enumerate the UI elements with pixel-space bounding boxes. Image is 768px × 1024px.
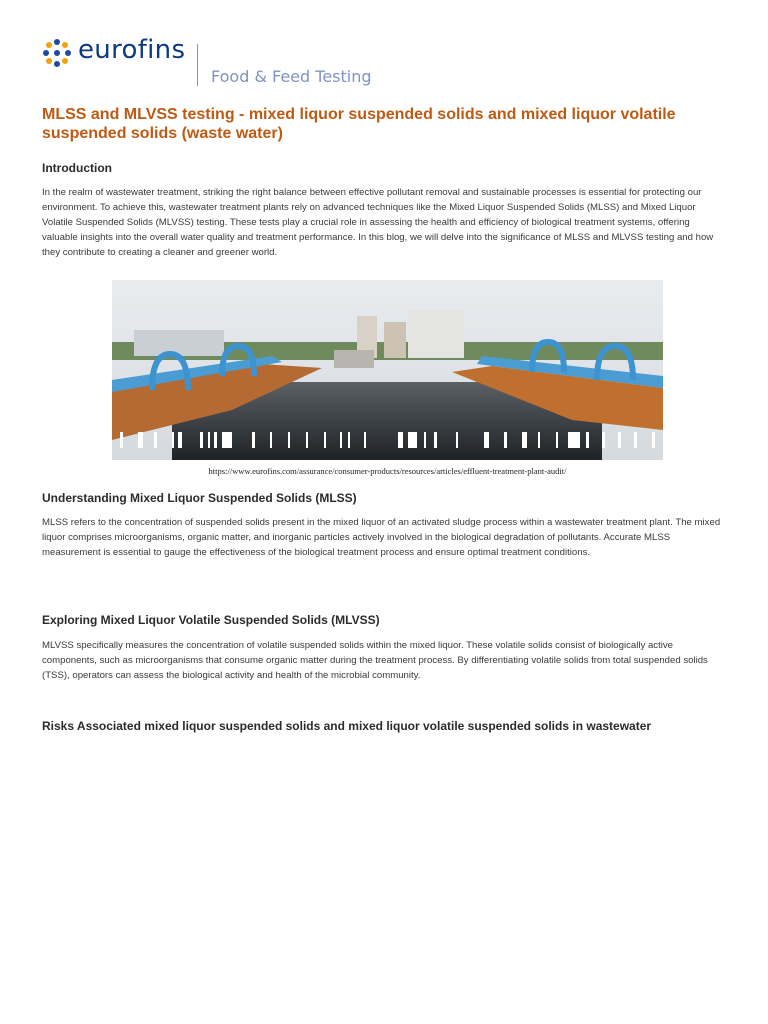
mlvss-paragraph: MLVSS specifically measures the concentration of volatile suspended solids within the mixed liquor. These volatile solids consist of biologically active components, such as microorganisms that consume organic matter during the treatment process. By differentiating volatile solids from total suspended solids (TSS), operators can assess the biological activity and health of the microbial community. [42,640,708,681]
section-heading-mlss: Understanding Mixed Liquor Suspended Solids (MLSS) [42,491,357,505]
header-subtitle: Food & Feed Testing [211,67,372,86]
brand-name: eurofins [78,35,186,65]
header-divider [197,44,198,86]
page-header [0,0,768,100]
section-heading-mlvss: Exploring Mixed Liquor Volatile Suspended Solids (MLVSS) [42,613,380,627]
mlss-paragraph: MLSS refers to the concentration of suspended solids present in the mixed liquor of an activated sludge process within a wastewater treatment plant. The mixed liquor comprises microorganisms, organic matter, and inorganic particles actively involved in the biological degradation of pollutants. Accurate MLSS measurement is essential to gauge the effectiveness of the biological treatment process and ensure optimal treatment conditions. [42,517,721,558]
section-heading-risks: Risks Associated mixed liquor suspended solids and mixed liquor volatile suspended solids in wastewater [42,719,652,733]
figure-caption: https://www.eurofins.com/assurance/consumer-products/resources/articles/effluent-treatment-plant-audit/ [208,466,567,476]
introduction-paragraph: In the realm of wastewater treatment, striking the right balance between effective pollutant removal and sustainable processes is essential for protecting our environment. To achieve this, wastewater treatment plants rely on advanced techniques like the Mixed Liquor Suspended Solids (MLSS) and Mixed Liquor Volatile Suspended Solids (MLVSS) testing. These tests play a crucial role in assessing the health and efficiency of biological treatment systems, offering valuable insights into the overall water quality and treatment performance. In this blog, we will delve into the significance of MLSS and MLVSS testing and how they contribute to creating a cleaner and greener world. [42,187,714,258]
section-heading-introduction: Introduction [42,161,112,175]
eurofins-logo-icon [42,38,72,68]
treatment-plant-photo [112,280,663,460]
page-title: MLSS and MLVSS testing - mixed liquor suspended solids and mixed liquor volatile suspended solids (waste water) [42,106,676,142]
treatment-plant-illustration [112,280,663,460]
